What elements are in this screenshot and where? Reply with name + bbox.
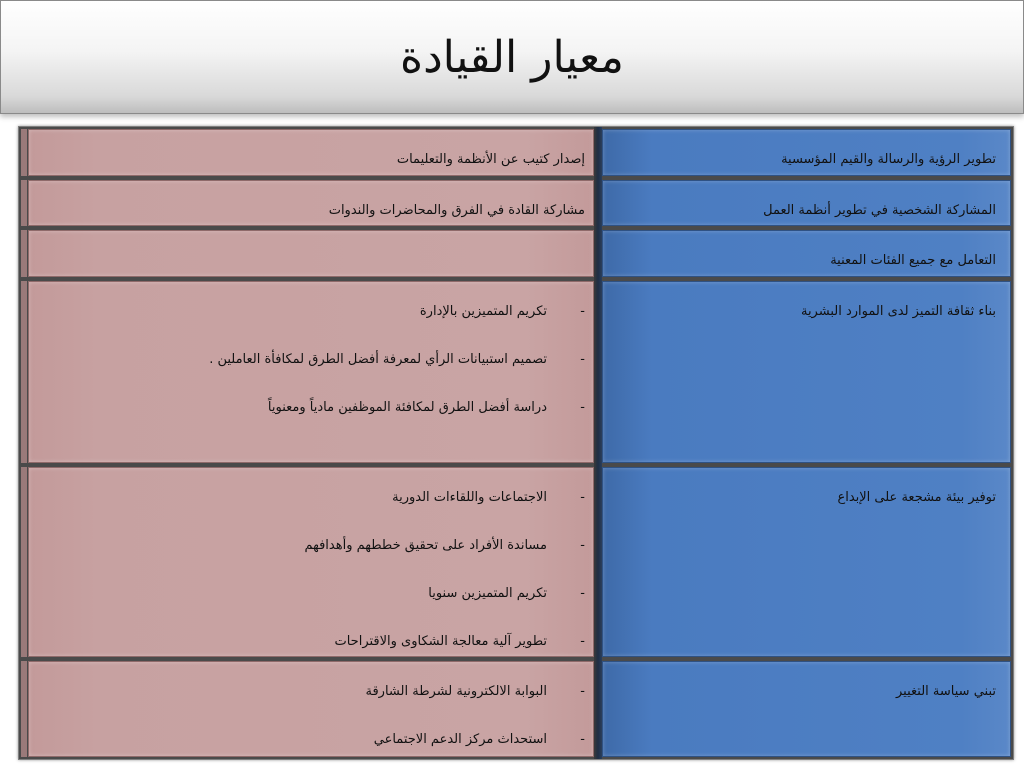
criterion-text: تبني سياسة التغيير	[896, 684, 996, 699]
criterion-text: توفير بيئة مشجعة على الإبداع	[837, 490, 996, 505]
page-title: معيار القيادة	[400, 31, 624, 83]
activity-cell	[28, 230, 594, 277]
criterion-text: التعامل مع جميع الفئات المعنية	[830, 253, 996, 268]
table-row	[19, 659, 1013, 759]
criterion-text: بناء ثقافة التميز لدى الموارد البشرية	[800, 304, 996, 319]
list-item: - تطوير آلية معالجة الشكاوى والاقتراحات	[334, 634, 585, 649]
activity-list	[43, 490, 593, 649]
title-bar	[0, 0, 1024, 114]
criterion-text: المشاركة الشخصية في تطوير أنظمة العمل	[763, 203, 996, 218]
activity-text: إصدار كتيب عن الأنظمة والتعليمات	[396, 152, 585, 167]
activity-list	[43, 684, 593, 747]
activity-text: مشاركة القادة في الفرق والمحاضرات والندوات	[328, 203, 585, 218]
table-row	[19, 178, 1013, 228]
activity-cell	[28, 281, 594, 463]
list-item: - تصميم استبيانات الرأي لمعرفة أفضل الطرق لمكافأة العاملين .	[209, 352, 585, 367]
criterion-cell	[602, 661, 1011, 757]
activity-cell	[28, 129, 594, 176]
activity-list	[43, 304, 593, 415]
criterion-text: تطوير الرؤية والرسالة والقيم المؤسسية	[781, 152, 996, 167]
criterion-cell	[602, 467, 1011, 657]
criterion-cell	[602, 281, 1011, 463]
list-item: - مساندة الأفراد على تحقيق خططهم وأهدافهم	[304, 538, 585, 553]
list-item: - تكريم المتميزين سنويا	[428, 586, 585, 601]
list-item: - البوابة الالكترونية لشرطة الشارقة	[365, 684, 585, 699]
table-row	[19, 228, 1013, 279]
activity-text	[585, 253, 593, 268]
list-item: - تكريم المتميزين بالإدارة	[419, 304, 585, 319]
activity-cell	[28, 467, 594, 657]
table-row	[19, 465, 1013, 659]
list-item: - الاجتماعات واللقاءات الدورية	[392, 490, 585, 505]
activity-cell	[28, 180, 594, 226]
criteria-table	[18, 126, 1014, 760]
table-row	[19, 127, 1013, 178]
list-item: - استحداث مركز الدعم الاجتماعي	[373, 732, 585, 747]
criterion-cell	[602, 129, 1011, 176]
list-item: - دراسة أفضل الطرق لمكافئة الموظفين مادياً ومعنوياً	[267, 400, 585, 415]
activity-cell	[28, 661, 594, 757]
table-row	[19, 279, 1013, 465]
criterion-cell	[602, 230, 1011, 277]
criterion-cell	[602, 180, 1011, 226]
